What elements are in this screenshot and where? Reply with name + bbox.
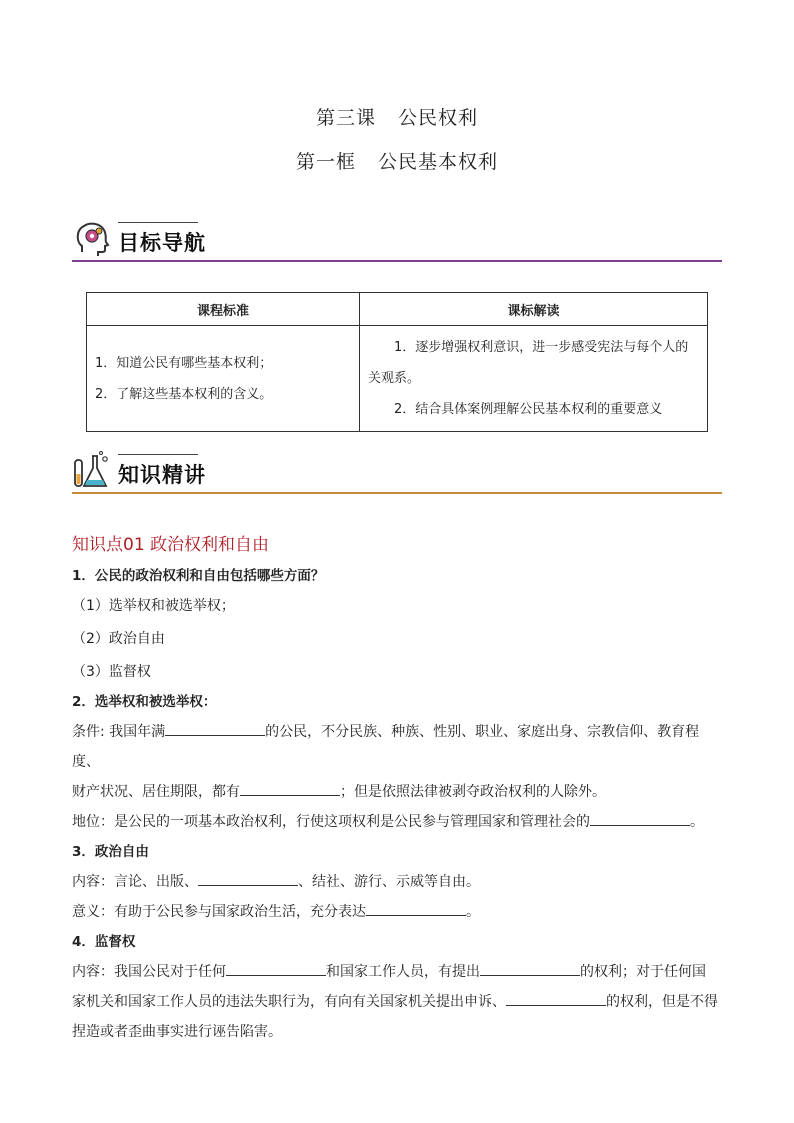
section-divider bbox=[72, 492, 722, 494]
section-knowledge-header bbox=[72, 450, 722, 496]
frame-name: 公民基本权利 bbox=[378, 151, 499, 173]
list-item: （1）选举权和被选举权； bbox=[72, 598, 235, 614]
paragraph: 意义：有助于公民参与国家政治生活，充分表达 。 bbox=[72, 897, 724, 927]
question-heading: 3．政治自由 bbox=[72, 844, 149, 860]
section-label: 目标导航 bbox=[118, 231, 206, 255]
fill-blank[interactable] bbox=[198, 871, 298, 886]
fill-blank[interactable] bbox=[165, 721, 265, 736]
question-heading: 2．选举权和被选举权： bbox=[72, 694, 217, 710]
table-header-row bbox=[87, 293, 708, 326]
section-top-line bbox=[118, 454, 198, 455]
frame-number: 第一框 bbox=[295, 151, 356, 173]
fill-blank[interactable] bbox=[506, 991, 606, 1006]
section-goals-header bbox=[72, 218, 722, 264]
section-label: 知识精讲 bbox=[118, 463, 206, 487]
brain-gear-icon bbox=[72, 218, 112, 258]
list-item: （3）监督权 bbox=[72, 664, 151, 680]
fill-blank[interactable] bbox=[590, 811, 690, 826]
flask-icon bbox=[72, 450, 112, 490]
table-header-standard: 课程标准 bbox=[87, 293, 360, 326]
question-heading: 4．监督权 bbox=[72, 934, 136, 950]
question-heading: 1．公民的政治权利和自由包括哪些方面？ bbox=[72, 568, 325, 584]
fill-blank[interactable] bbox=[480, 961, 580, 976]
standard-item: 2．了解这些基本权利的含义。 bbox=[95, 386, 273, 402]
paragraph: 地位：是公民的一项基本政治权利，行使这项权利是公民参与管理国家和管理社会的 。 bbox=[72, 807, 724, 837]
lesson-title bbox=[0, 103, 794, 130]
standard-cell bbox=[87, 326, 360, 432]
table-row bbox=[87, 326, 708, 432]
list-item: （2）政治自由 bbox=[72, 631, 165, 647]
fill-blank[interactable] bbox=[366, 901, 466, 916]
section-top-line bbox=[118, 222, 198, 223]
standard-item: 1．知道公民有哪些基本权利； bbox=[95, 355, 273, 371]
interpretation-cell bbox=[360, 326, 708, 432]
standards-table bbox=[86, 292, 708, 432]
lesson-name: 公民权利 bbox=[398, 107, 479, 129]
paragraph: 内容：言论、出版、 、结社、游行、示威等自由。 bbox=[72, 867, 724, 897]
paragraph: 内容：我国公民对于任何 和国家工作人员，有提出 的权利；对于任何国 家机关和国家工作人员的违法失职行为，有向有关国家机关提出申诉、 的权利，但是不得 捏造或者歪曲事实进行诬告陷害。 bbox=[72, 957, 724, 1047]
table-header-interpretation: 课标解读 bbox=[360, 293, 708, 326]
knowledge-content bbox=[72, 530, 724, 1047]
interpretation-item: 1．逐步增强权利意识，进一步感受宪法与每个人的关观系。 bbox=[368, 340, 689, 386]
section-divider bbox=[72, 260, 722, 262]
fill-blank[interactable] bbox=[240, 781, 340, 796]
fill-blank[interactable] bbox=[226, 961, 326, 976]
knowledge-point-title: 知识点01 政治权利和自由 bbox=[72, 535, 270, 555]
interpretation-item: 2．结合具体案例理解公民基本权利的重要意义 bbox=[394, 402, 663, 417]
lesson-number: 第三课 bbox=[315, 107, 376, 129]
frame-title bbox=[0, 147, 794, 174]
paragraph: 条件: 我国年满 的公民，不分民族、种族、性别、职业、家庭出身、宗教信仰、教育程度、 财产状况、居住期限，都有 ；但是依照法律被剥夺政治权利的人除外。 bbox=[72, 717, 724, 807]
